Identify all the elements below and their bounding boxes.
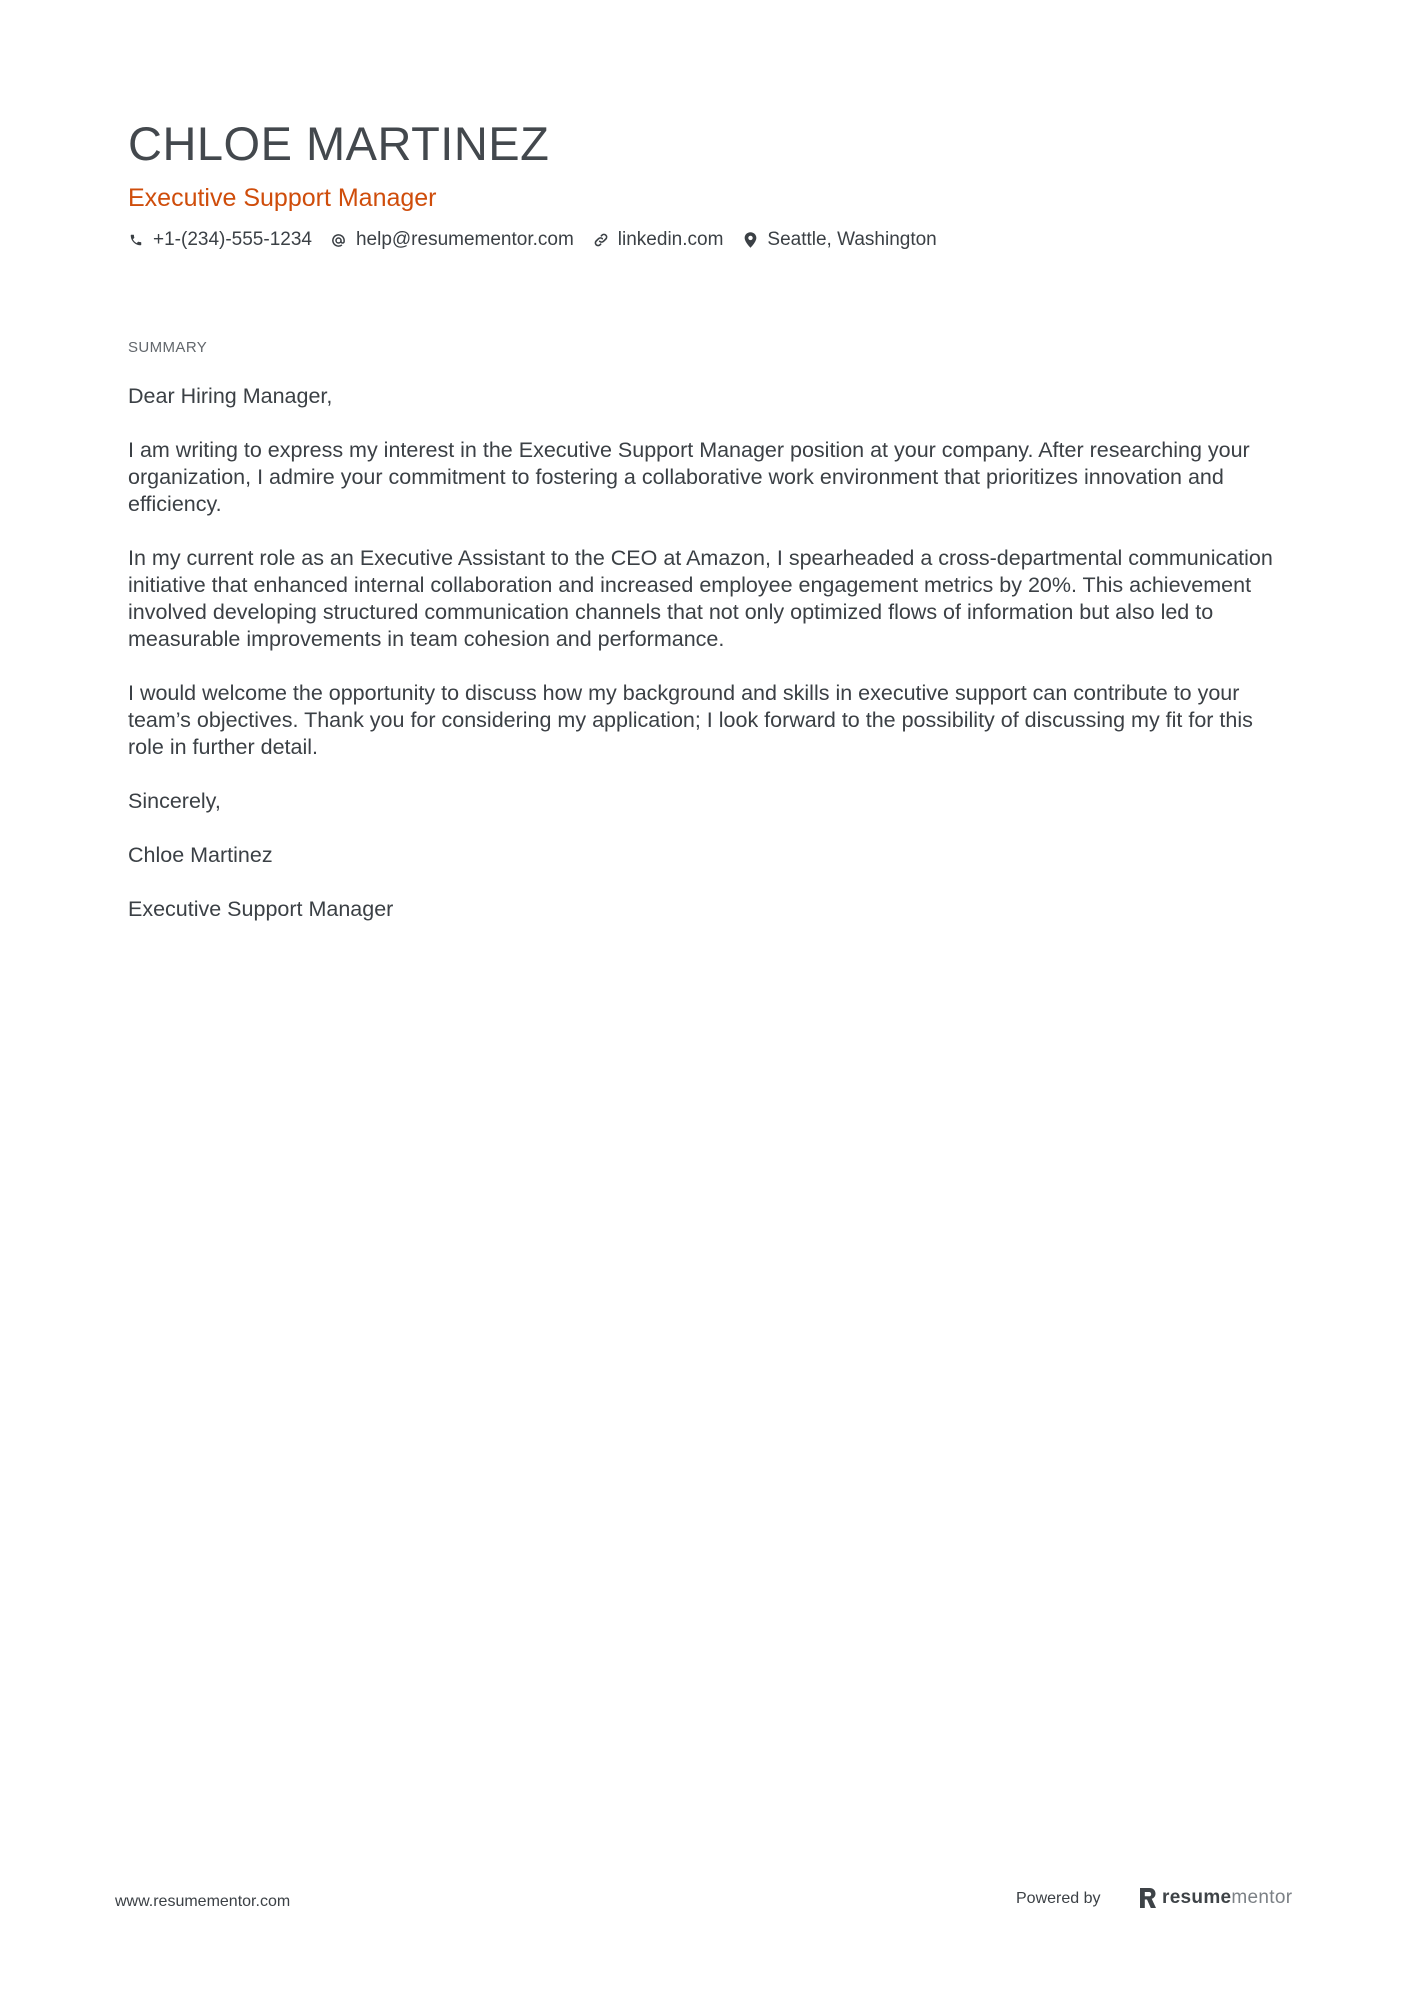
at-icon: [331, 231, 347, 249]
candidate-job-title: Executive Support Manager: [128, 184, 437, 212]
contact-location: [742, 226, 936, 254]
contact-location-text: Seattle, Washington: [767, 229, 937, 250]
contact-linkedin[interactable]: [593, 226, 724, 254]
contact-bar: [128, 226, 956, 254]
letter-salutation: Dear Hiring Manager,: [128, 384, 333, 408]
resumementor-logo-text: [1162, 1885, 1292, 1911]
resumementor-logo[interactable]: [1138, 1885, 1292, 1911]
letter-closing: Sincerely,: [128, 789, 221, 813]
candidate-name: CHLOE MARTINEZ: [128, 117, 550, 170]
location-pin-icon: [742, 231, 758, 249]
powered-by-label: Powered by: [1016, 1890, 1101, 1907]
letter-paragraph: In my current role as an Executive Assistant to the CEO at Amazon, I spearheaded a cross-departmental communication initiative that enhanced internal collaboration and increased employee engagement metrics by 20%. This achievement involved developing structured communication channels that not only optimized flows of information but also led to measurable improvements in team cohesion and performance.: [128, 546, 1273, 651]
phone-icon: [128, 231, 144, 249]
summary-section-label: SUMMARY: [128, 339, 208, 356]
contact-phone[interactable]: [128, 226, 312, 254]
contact-linkedin-text: linkedin.com: [617, 229, 724, 250]
contact-email-text: help@resumementor.com: [355, 229, 574, 250]
brand-text-part2: mentor: [1231, 1887, 1293, 1908]
letter-paragraph: I am writing to express my interest in the Executive Support Manager position at your company. After researching your organization, I admire your commitment to fostering a collaborative work environment that prioritizes innovation and efficiency.: [128, 438, 1250, 516]
footer-website-link[interactable]: www.resumementor.com: [115, 1893, 291, 1910]
brand-text-part1: resume: [1162, 1887, 1232, 1908]
letter-paragraph: I would welcome the opportunity to discuss how my background and skills in executive support can contribute to your team’s objectives. Thank you for considering my application; I look forward to the possibility of discussing my fit for this role in further detail.: [128, 681, 1253, 759]
contact-email[interactable]: [331, 226, 574, 254]
letter-signature-name: Chloe Martinez: [128, 843, 273, 867]
resumementor-logo-icon: [1138, 1887, 1158, 1909]
letter-signature-title: Executive Support Manager: [128, 897, 394, 921]
letter-body: [128, 383, 1288, 950]
contact-phone-text: +1-(234)-555-1234: [153, 229, 312, 250]
link-icon: [593, 231, 609, 249]
